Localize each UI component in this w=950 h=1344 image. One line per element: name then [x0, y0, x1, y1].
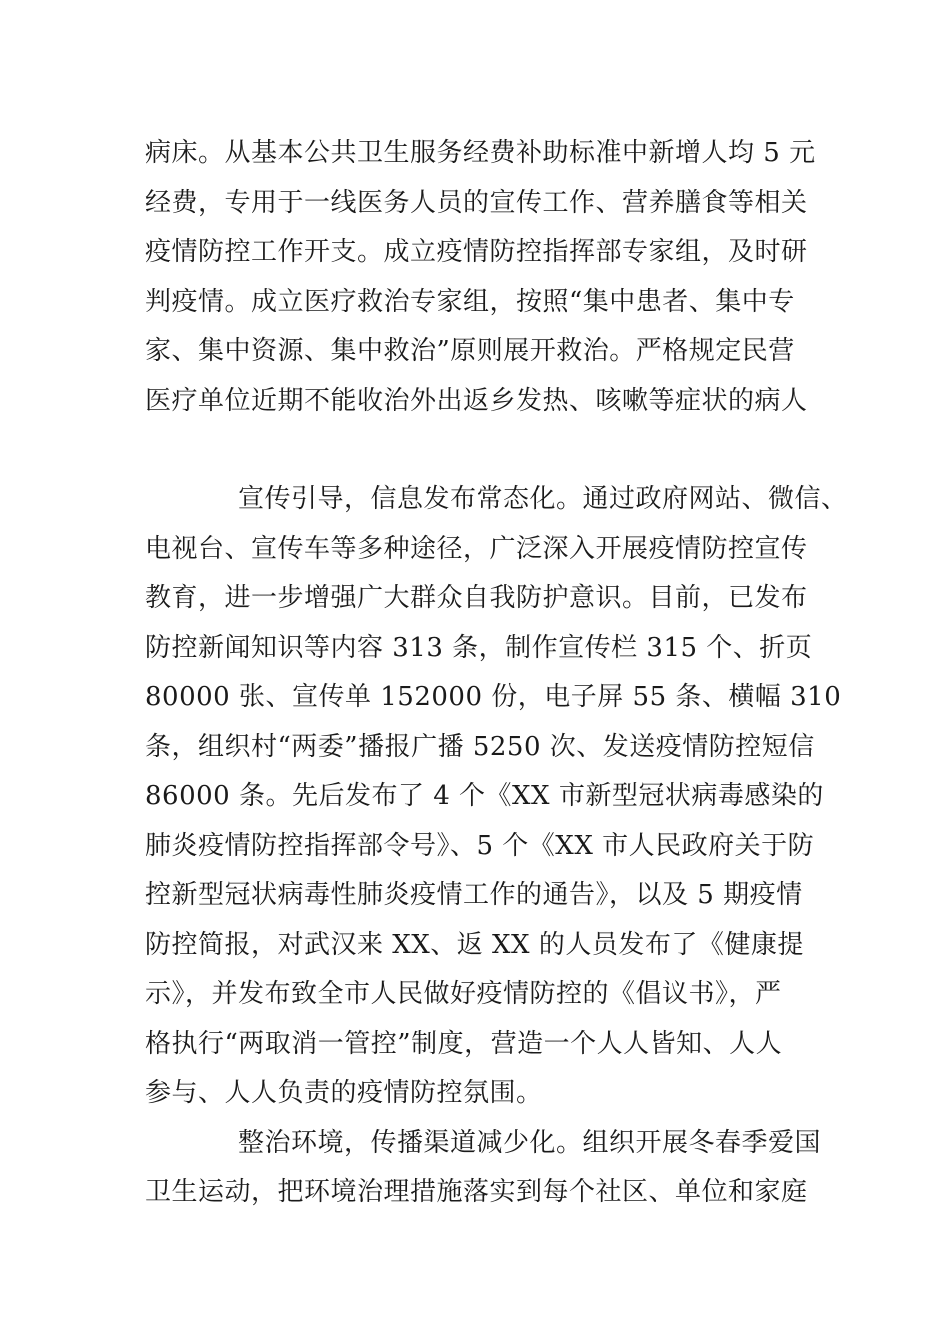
paragraph-first-line: 宣传引导，信息发布常态化。通过政府网站、微信、 [238, 484, 848, 514]
paragraph-first-line: 整治环境，传播渠道减少化。组织开展冬春季爱国 [238, 1128, 822, 1158]
text-line: 控新型冠状病毒性肺炎疫情工作的通告》，以及 5 期疫情 [145, 880, 803, 910]
text-line: 防控简报，对武汉来 XX、返 XX 的人员发布了《健康提 [145, 930, 804, 960]
text-line: 医疗单位近期不能收治外出返乡发热、咳嗽等症状的病人 [145, 386, 808, 416]
text-line: 疫情防控工作开支。成立疫情防控指挥部专家组，及时研 [145, 237, 808, 267]
text-line: 条，组织村“两委”播报广播 5250 次、发送疫情防控短信 [145, 732, 815, 762]
text-line: 肺炎疫情防控指挥部令号》、5 个《XX 市人民政府关于防 [145, 831, 815, 861]
text-line: 示》，并发布致全市人民做好疫情防控的《倡议书》，严 [145, 979, 782, 1009]
text-line: 经费，专用于一线医务人员的宣传工作、营养膳食等相关 [145, 188, 808, 218]
text-line: 电视台、宣传车等多种途径，广泛深入开展疫情防控宣传 [145, 534, 808, 564]
text-line: 卫生运动，把环境治理措施落实到每个社区、单位和家庭 [145, 1177, 808, 1207]
text-line: 判疫情。成立医疗救治专家组，按照“集中患者、集中专 [145, 287, 795, 317]
text-line: 教育，进一步增强广大群众自我防护意识。目前，已发布 [145, 583, 808, 613]
text-line: 防控新闻知识等内容 313 条，制作宣传栏 315 个、折页 [145, 633, 813, 663]
text-line: 家、集中资源、集中救治”原则展开救治。严格规定民营 [145, 336, 795, 366]
text-line: 病床。从基本公共卫生服务经费补助标准中新增人均 5 元 [145, 138, 816, 168]
text-line: 80000 张、宣传单 152000 份，电子屏 55 条、横幅 310 [145, 682, 842, 712]
text-line: 86000 条。先后发布了 4 个《XX 市新型冠状病毒感染的 [145, 781, 824, 811]
text-line: 参与、人人负责的疫情防控氛围。 [145, 1078, 543, 1108]
text-line: 格执行“两取消一管控”制度，营造一个人人皆知、人人 [145, 1029, 783, 1059]
